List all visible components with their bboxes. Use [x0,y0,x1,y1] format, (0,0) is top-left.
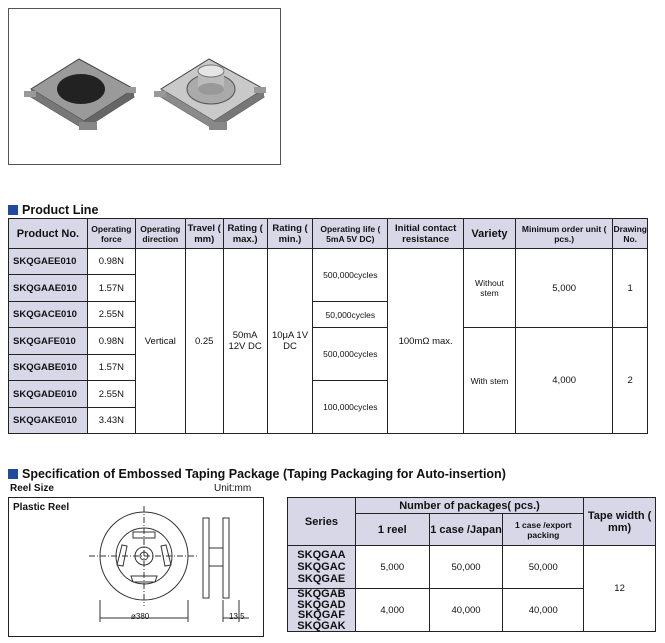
section-bullet-icon [8,205,18,215]
reel-qty-cell: 4,000 [355,589,429,632]
rating-min-cell: 10μA 1V DC [267,249,313,434]
drawing-cell: 2 [613,328,648,434]
series-cell: SKQGAB SKQGAD SKQGAF SKQGAK [288,589,356,632]
variety-cell: With stem [464,328,516,434]
product-line-table [8,218,648,434]
japan-qty-cell: 40,000 [429,589,503,632]
variety-cell: Without stem [464,249,516,328]
product-no-cell: SKQGADE010 [9,381,88,408]
col-min-order: Minimum order unit ( pcs.) [515,219,612,249]
col-operating-direction: Operating direction [135,219,185,249]
force-cell: 1.57N [87,275,135,302]
col-rating-min: Rating ( min.) [267,219,313,249]
col-1-case-export: 1 case /export packing [503,514,584,546]
product-no-cell: SKQGAEE010 [9,249,88,275]
travel-cell: 0.25 [185,249,223,434]
diameter-dimension: ø380 [131,612,150,621]
japan-qty-cell: 50,000 [429,546,503,589]
product-line-heading: Product Line [8,203,98,217]
width-dimension: 13.5 [229,612,245,621]
table-row [9,249,648,275]
section-bullet-icon [8,469,18,479]
col-series: Series [288,498,356,546]
col-contact-resistance: Initial contact resistance [388,219,464,249]
taping-table [287,497,656,632]
switch-with-stem-image [154,59,266,130]
min-order-cell: 5,000 [515,249,612,328]
col-tape-width: Tape width ( mm) [584,498,656,546]
table-row [9,328,648,355]
product-no-cell: SKQGAFE010 [9,328,88,355]
min-order-cell: 4,000 [515,328,612,434]
col-number-of-packages: Number of packages( pcs.) [355,498,583,514]
col-operating-force: Operating force [87,219,135,249]
product-photo [8,8,281,165]
col-rating-max: Rating ( max.) [223,219,267,249]
force-cell: 2.55N [87,381,135,408]
col-1-case-japan: 1 case /Japan [429,514,503,546]
force-cell: 2.55N [87,302,135,328]
reel-size-label: Reel Size [10,483,54,494]
life-cell: 100,000cycles [313,381,388,434]
taping-heading: Specification of Embossed Taping Package (Taping Packaging for Auto-insertion) [8,467,506,481]
force-cell: 3.43N [87,408,135,434]
switch-without-stem-image [24,59,136,130]
drawing-cell: 1 [613,249,648,328]
force-cell: 1.57N [87,355,135,381]
export-qty-cell: 50,000 [503,546,584,589]
life-cell: 500,000cycles [313,249,388,302]
table-row [288,546,656,589]
rating-max-cell: 50mA 12V DC [223,249,267,434]
direction-cell: Vertical [135,249,185,434]
product-no-cell: SKQGAAE010 [9,275,88,302]
col-travel: Travel ( mm) [185,219,223,249]
reel-qty-cell: 5,000 [355,546,429,589]
plastic-reel-drawing [8,497,264,637]
product-no-cell: SKQGACE010 [9,302,88,328]
unit-label: Unit:mm [214,483,252,494]
col-operating-life: Operating life ( 5mA 5V DC) [313,219,388,249]
export-qty-cell: 40,000 [503,589,584,632]
force-cell: 0.98N [87,249,135,275]
tape-width-cell: 12 [584,546,656,632]
plastic-reel-label: Plastic Reel [13,502,70,513]
force-cell: 0.98N [87,328,135,355]
resistance-cell: 100mΩ max. [388,249,464,434]
life-cell: 50,000cycles [313,302,388,328]
col-drawing: Drawing No. [613,219,648,249]
product-no-cell: SKQGABE010 [9,355,88,381]
life-cell: 500,000cycles [313,328,388,381]
product-no-cell: SKQGAKE010 [9,408,88,434]
reel-side-view [203,518,249,622]
reel-front-view [89,506,199,622]
col-product-no: Product No. [9,219,88,249]
col-variety: Variety [464,219,516,249]
col-1-reel: 1 reel [355,514,429,546]
series-cell: SKQGAA SKQGAC SKQGAE [288,546,356,589]
